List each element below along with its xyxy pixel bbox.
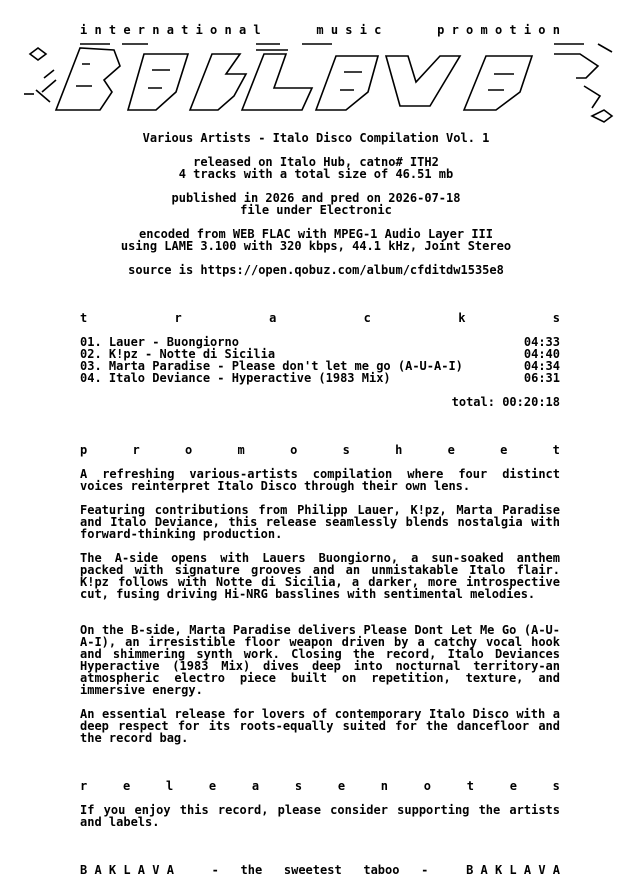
notes-heading-letter: n <box>380 779 389 793</box>
genre-line: file under Electronic <box>240 203 392 217</box>
promo-paragraph: The A-side opens with Lauers Buongiorno, a sun-soaked anthem packed with signature grooves and an unmistakable Italo flair. K!pz follows with Notte di Sicilia, a darker, more introspective cut, fusing driving Hi-NRG basslines with sentimental melodies. <box>80 551 560 601</box>
notes-heading-letter: e <box>122 779 131 793</box>
tracks-heading-letter: a <box>269 311 277 325</box>
footer-right: B A K L A V A <box>466 863 560 877</box>
track-title: 04. Italo Deviance - Hyperactive (1983 Mix) <box>80 371 391 385</box>
tracks-heading <box>80 312 560 324</box>
tagline-word: m u s i c <box>316 23 382 37</box>
promo-paragraph: Featuring contributions from Philipp Lauer, K!pz, Marta Paradise and Italo Deviance, this release seamlessly blends nostalgia with forward-thinking production. <box>80 503 560 541</box>
source-line: source is https://open.qobuz.com/album/cfditdw1535e8 <box>128 263 504 277</box>
track-title: 02. K!pz - Notte di Sicilia <box>80 347 276 361</box>
promo-heading-letter: e <box>447 443 455 457</box>
promo-heading-letter: o <box>290 443 298 457</box>
tracks-heading-letter: k <box>458 311 466 325</box>
promo-heading <box>80 444 560 456</box>
promo-heading-letter: o <box>185 443 193 457</box>
footer-middle: - the sweetest taboo - <box>211 863 429 877</box>
tracks-total: total: 00:20:18 <box>451 395 560 409</box>
track-duration: 04:34 <box>523 359 560 373</box>
notes-text: If you enjoy this record, please consider supporting the artists and labels. <box>80 803 560 829</box>
tracks-heading-letter: s <box>552 311 560 325</box>
lame-line: using LAME 3.100 with 320 kbps, 44.1 kHz, Joint Stereo <box>120 239 512 253</box>
promo-heading-letter: s <box>342 443 350 457</box>
notes-heading-letter: s <box>552 779 560 793</box>
label-line: released on Italo Hub, catno# ITH2 <box>193 155 439 169</box>
tracks-heading-letter: r <box>174 311 182 325</box>
track-title: 01. Lauer - Buongiorno <box>80 335 239 349</box>
promo-heading-letter: p <box>80 443 88 457</box>
notes-heading-letter: e <box>208 779 217 793</box>
tagline-word: i n t e r n a t i o n a l <box>80 23 261 37</box>
notes-heading-letter: e <box>509 779 517 793</box>
track-duration: 04:33 <box>523 335 560 349</box>
notes-heading-letter: o <box>423 779 431 793</box>
notes-heading-letter: s <box>294 779 303 793</box>
tracks-heading-letter: t <box>80 311 88 325</box>
track-duration: 06:31 <box>523 371 560 385</box>
promo-paragraph: On the B-side, Marta Paradise delivers Please Dont Let Me Go (A-U-A-I), an irresistible floor weapon driven by a catchy vocal hook and shimmering synth work. Closing the record, Italo Deviances Hyperactive (1983 Mix) dives deep into nocturnal territory-an atmospheric electro piece built on repetition, texture, and immersive energy. <box>80 623 560 697</box>
track-duration: 04:40 <box>523 347 560 361</box>
promo-heading-letter: h <box>395 443 403 457</box>
notes-heading-letter: r <box>80 779 88 793</box>
published-line: published in 2026 and pred on 2026-07-18 <box>171 191 461 205</box>
release-title: Various Artists - Italo Disco Compilation Vol. 1 <box>142 131 490 145</box>
track-title: 03. Marta Paradise - Please don't let me go (A-U-A-I) <box>80 359 463 373</box>
footer <box>80 864 560 876</box>
promo-paragraph: An essential release for lovers of contemporary Italo Disco with a deep respect for its roots-equally suited for the dancefloor and the record bag. <box>80 707 560 745</box>
promo-heading-letter: m <box>237 443 245 457</box>
notes-heading-letter: t <box>466 779 474 793</box>
size-line: 4 tracks with a total size of 46.51 mb <box>178 167 454 181</box>
notes-heading-letter: a <box>251 779 260 793</box>
track-row <box>80 372 560 384</box>
tagline-word: p r o m o t i o n <box>437 23 560 37</box>
promo-heading-letter: e <box>500 443 508 457</box>
promo-heading-letter: r <box>132 443 140 457</box>
encoded-line: encoded from WEB FLAC with MPEG-1 Audio Layer III <box>138 227 493 241</box>
notes-heading <box>80 780 560 792</box>
promo-heading-letter: t <box>552 443 560 457</box>
tracks-heading-letter: c <box>363 311 371 325</box>
baklava-logo <box>20 30 620 125</box>
footer-left: B A K L A V A <box>80 863 174 877</box>
notes-heading-letter: e <box>337 779 346 793</box>
promo-paragraph: A refreshing various-artists compilation where four distinct voices reinterpret Italo Disco through their own lens. <box>80 467 560 493</box>
notes-heading-letter: l <box>165 779 174 793</box>
